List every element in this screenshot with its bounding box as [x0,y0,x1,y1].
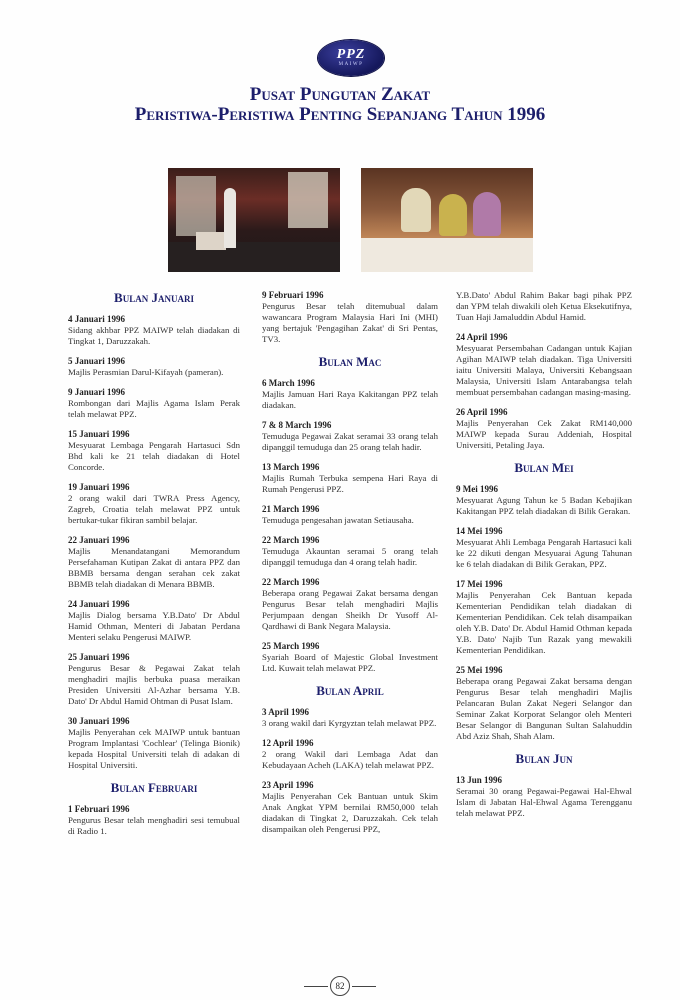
section-heading: Bulan Januari [114,290,194,305]
event-description: Mesyuarat Ahli Lembaga Pengarah Hartasuci kali ke 22 dikuti dengan Mesyuarai Agung Tahunan ke 6 telah diadakan di Bilik Gerakan, PPZ. [456,537,632,569]
event-entry [456,484,632,517]
event-entry [68,356,240,378]
event-date: 3 April 1996 [262,707,310,717]
event-entry [262,290,438,345]
event-description: Majlis Penyerahan Cek Bantuan untuk Skim Anak Angkat YPM bernilai RM50,000 telah diadakan di Tingkat 2, Daruzzakah. Cek telah disampaikan oleh Pengerusi PPZ, [262,791,438,834]
event-date: 24 Januari 1996 [68,599,130,609]
event-description: Temuduga pengesahan jawatan Setiausaha. [262,515,414,525]
event-entry [68,599,240,643]
event-entry [262,504,438,526]
event-entry [262,577,438,632]
event-date: 26 April 1996 [456,407,508,417]
event-date: 25 Mei 1996 [456,665,503,675]
event-description: Temuduga Pegawai Zakat seramai 33 orang telah dipanggil temuduga dan 25 orang telah hadir. [262,431,438,452]
event-date: 21 March 1996 [262,504,320,514]
event-date: 9 Februari 1996 [262,290,324,300]
event-date: 14 Mei 1996 [456,526,503,536]
event-date: 25 Januari 1996 [68,652,130,662]
event-entry [262,378,438,411]
column-2 [262,290,438,844]
event-date: 9 Januari 1996 [68,387,126,397]
event-date: 9 Mei 1996 [456,484,498,494]
exhibition-photo [168,168,340,272]
event-description: Majlis Rumah Terbuka sempena Hari Raya di Rumah Pengerusi PPZ. [262,473,438,494]
event-entry [262,738,438,771]
event-entry [68,535,240,590]
event-date: 15 Januari 1996 [68,429,130,439]
event-description: Beberapa orang Pegawai Zakat bersama dengan Pengurus Besar telah menghadiri Majlis Perjumpaan dengan Sheikh Dr Yusoff Al-Qardhawi di Bank Negara Malaysia. [262,588,438,631]
event-date: 4 Januari 1996 [68,314,126,324]
event-entry [262,462,438,495]
event-date: 12 April 1996 [262,738,314,748]
logo-subtext: MAIWP [338,62,364,67]
event-description: Mesyuarat Lembaga Pengarah Hartasuci Sdn Bhd kali ke 21 telah diadakan di Hotel Concorde. [68,440,240,472]
event-date: 24 April 1996 [456,332,508,342]
event-entry [68,429,240,473]
page-number [0,976,680,996]
column-3 [456,290,632,828]
event-description: Mesyuarat Agung Tahun ke 5 Badan Kebajikan Kakitangan PPZ telah diadakan di Bilik Gerakan. [456,495,632,516]
event-description: Majlis Jamuan Hari Raya Kakitangan PPZ telah diadakan. [262,389,438,410]
logo-text: PPZ [336,47,366,62]
event-entry [68,804,240,837]
event-date: 17 Mei 1996 [456,579,503,589]
event-entry [68,716,240,771]
event-entry [456,775,632,819]
event-date: 7 & 8 March 1996 [262,420,332,430]
event-date: 30 Januari 1996 [68,716,130,726]
event-description: Pengurus Besar telah menghadiri sesi temubual di Radio 1. [68,815,240,836]
event-description: Majlis Penyerahan Cek Bantuan kepada Kementerian Pendidikan telah diadakan di Kementerian Pendidikan. Cek telah disampaikan oleh Y.B. Dato' Dr. Abdul Hamid Othman kepada Y.B. Dato' Najib Tun Razak yang mewakili Kementerian Pendidikan. [456,590,632,655]
event-entry [456,665,632,742]
event-entry [456,526,632,570]
page-subtitle: Peristiwa-Peristiwa Penting Sepanjang Tahun 1996 [134,104,546,125]
event-description: Pengurus Besar telah ditemubual dalam wawancara Program Malaysia Hari Ini (MHI) yang bertajuk 'Pengagihan Zakat' di Sri Pentas, TV3. [262,301,438,344]
event-entry [68,314,240,347]
section-heading: Bulan April [316,683,384,698]
event-entry [262,641,438,674]
event-description: 3 orang wakil dari Kyrgyztan telah melawat PPZ. [262,718,437,728]
event-entry [456,407,632,451]
event-date: 22 March 1996 [262,535,320,545]
event-description: Majlis Dialog bersama Y.B.Dato' Dr Abdul Hamid Othman, Menteri di Jabatan Perdana Menteri selaku Pengerusi MAIWP. [68,610,240,642]
section-heading: Bulan Jun [515,751,573,766]
event-date: 23 April 1996 [262,780,314,790]
event-description: Pengurus Besar & Pegawai Zakat telah menghadiri majlis berbuka puasa meraikan Presiden Universiti Al-Azhar bersama Y.B. Dato' Dr Abdul Hamid Ohtman di Pusat Islam. [68,663,240,706]
event-description: Syariah Board of Majestic Global Investment Ltd. Kuwait telah melawat PPZ. [262,652,438,673]
event-entry [68,387,240,420]
event-date: 25 March 1996 [262,641,320,651]
event-description: Majlis Menandatangani Memorandum Persefahaman Kutipan Zakat di antara PPZ dan BBMB bersama dengan serahan cek zakat BBMB telah diadakan di Menara BBMB. [68,546,240,589]
event-description: Beberapa orang Pegawai Zakat bersama dengan Pengurus Besar telah menghadiri Majlis Pelancaran Bulan Zakat Negeri Selangor dan Seminar Zakat Korporat Selangor oleh Menteri Besar Selangor di Bangunan Sultan Salahuddin Abd Aziz Shah, Shah Alam. [456,676,632,741]
event-entry [262,535,438,568]
event-description: 2 orang wakil dari TWRA Press Agency, Zagreb, Croatia telah melawat PPZ untuk bertukar-tukar fikiran sambil belajar. [68,493,240,525]
event-date: 22 March 1996 [262,577,320,587]
event-date: 13 March 1996 [262,462,320,472]
event-entry [456,332,632,398]
event-description: Majlis Penyerahan cek MAIWP untuk bantuan Program Implantasi 'Cochlear' (Telinga Bionik) kepada Hospital Universiti telah di adakan di Hospital Universiti. [68,727,240,770]
event-date: 13 Jun 1996 [456,775,503,785]
meeting-photo [361,168,533,272]
event-description: Seramai 30 orang Pegawai-Pegawai Hal-Ehwal Islam di Jabatan Hal-Ehwal Agama Terengganu telah melawat PPZ. [456,786,632,818]
section-heading: Bulan Mac [318,354,382,369]
event-description: Sidang akhbar PPZ MAIWP telah diadakan di Tingkat 1, Daruzzakah. [68,325,240,346]
event-description: Majlis Penyerahan Cek Zakat RM140,000 MAIWP kepada Surau Addeniah, Hospital Universiti, Petaling Jaya. [456,418,632,450]
page-number-value: 82 [330,976,350,996]
ppz-logo [318,40,384,76]
event-entry [262,420,438,453]
event-date: 22 Januari 1996 [68,535,130,545]
event-description: Rombongan dari Majlis Agama Islam Perak telah melawat PPZ. [68,398,240,419]
event-date: 19 Januari 1996 [68,482,130,492]
event-description: 2 orang Wakil dari Lembaga Adat dan Kebudayaan Acheh (LAKA) telah melawat PPZ. [262,749,438,770]
event-description: Mesyuarat Persembahan Cadangan untuk Kajian Agihan MAIWP telah diadakan. Tiga Universiti iaitu Universiti Malaya, Universiti Kebangsaan Malaysia, Universiti Islam Antarabangsa telah membuat persembahan cadangan masing-masing. [456,343,632,397]
event-date: 5 Januari 1996 [68,356,126,366]
column-1 [68,290,240,846]
section-heading: Bulan Mei [514,460,574,475]
event-entry [456,579,632,656]
section-heading: Bulan Februari [110,780,198,795]
event-entry [456,290,632,323]
event-entry [68,482,240,526]
event-description: Temuduga Akauntan seramai 5 orang telah dipanggil temuduga dan 4 orang telah hadir. [262,546,438,567]
event-description: Y.B.Dato' Abdul Rahim Bakar bagi pihak PPZ dan YPM telah diwakili oleh Ketua Eksekutifnya, Tuan Haji Jamaluddin Abdul Hamid. [456,290,632,322]
page-title: Pusat Pungutan Zakat [249,84,431,105]
event-date: 1 Februari 1996 [68,804,130,814]
event-description: Majlis Perasmian Darul-Kifayah (pameran). [68,367,224,377]
event-date: 6 March 1996 [262,378,315,388]
event-entry [68,652,240,707]
event-entry [262,780,438,835]
event-entry [262,707,438,729]
